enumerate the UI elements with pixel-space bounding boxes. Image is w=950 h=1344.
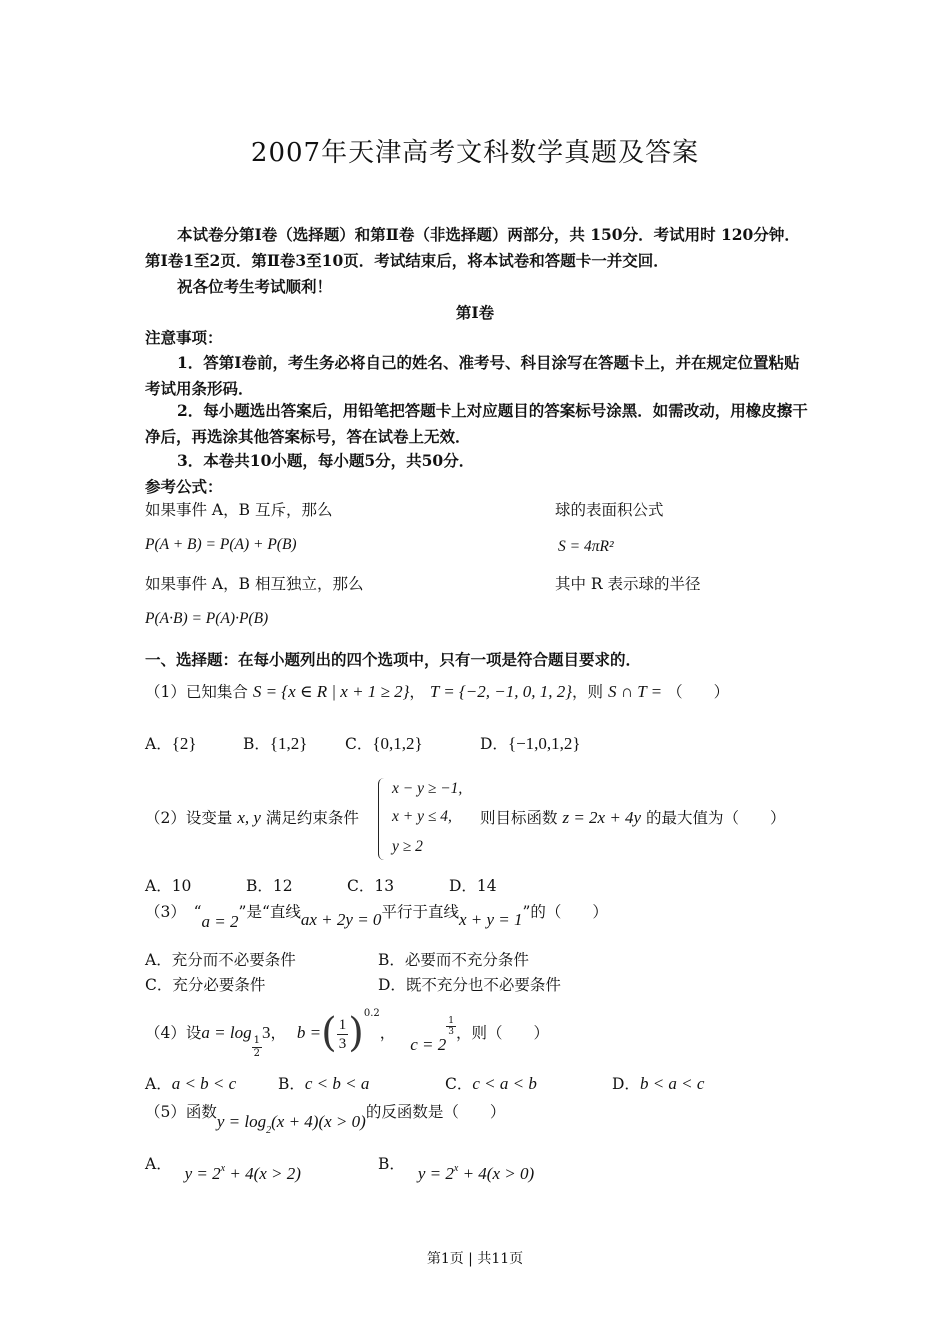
q5-option-a-exp: x bbox=[220, 1163, 226, 1174]
q5-option-b-value bbox=[418, 1164, 534, 1183]
q1-option-b-value: {1,2} bbox=[269, 734, 308, 753]
constraint-brace bbox=[378, 778, 387, 860]
q4-b-den: 3 bbox=[338, 1035, 347, 1052]
q2-constraint-1: x − y ≥ −1, bbox=[392, 780, 463, 797]
q3-condition: a = 2 bbox=[201, 912, 239, 931]
q1-set-s: S = {x ∈ R | x + 1 ≥ 2} bbox=[252, 682, 410, 701]
q5-option-b-label: B． bbox=[378, 1155, 405, 1173]
q4-b-fraction bbox=[337, 1016, 349, 1053]
q3-stem-b: ”是“直线 bbox=[238, 903, 301, 921]
q3-line-1: ax + 2y = 0 bbox=[300, 910, 382, 929]
q2-constraint-2: x + y ≤ 4, bbox=[392, 808, 452, 825]
q4-option-b bbox=[278, 1072, 369, 1094]
q5-option-b-exp: x bbox=[453, 1163, 459, 1174]
q4-option-a-value: a < b < c bbox=[171, 1074, 237, 1093]
q2-stem-b: 满足约束条件 bbox=[265, 809, 359, 827]
q5-option-b-value-b: + 4(x > 0) bbox=[458, 1164, 535, 1183]
q1-option-c bbox=[345, 732, 423, 754]
formula-right-1: S = 4πR² bbox=[558, 538, 614, 555]
q2-stem-a: （2）设变量 bbox=[145, 809, 233, 827]
good-luck-line: 祝各位考生考试顺利！ bbox=[177, 277, 333, 296]
q1-stem-b: ，则 bbox=[572, 683, 604, 701]
formula-left-2-text: 如果事件 A，B 相互独立，那么 bbox=[145, 575, 364, 593]
q2-option-a: A．10 bbox=[145, 877, 192, 895]
q1-option-a bbox=[145, 732, 197, 754]
q4-stem-a: （4）设 bbox=[145, 1024, 202, 1042]
q2-option-b: B．12 bbox=[246, 877, 293, 895]
q1-option-d-label: D． bbox=[480, 735, 508, 753]
q4-option-c-value: c < a < b bbox=[472, 1074, 537, 1093]
q1-option-c-label: C． bbox=[345, 735, 373, 753]
q5-option-a-value bbox=[185, 1164, 301, 1183]
q1-blank: （ ） bbox=[667, 683, 730, 701]
intro-paragraph: 本试卷分第Ⅰ卷（选择题）和第Ⅱ卷（非选择题）两部分，共 150分．考试用时 120分钟．第Ⅰ卷1至2页．第Ⅱ卷3至10页．考试结束后，将本试卷和答题卡一并交回． bbox=[145, 225, 800, 270]
q1-option-b bbox=[243, 732, 307, 754]
q1-expr: S ∩ T = bbox=[608, 682, 663, 701]
q2-option-d: D．14 bbox=[449, 877, 497, 895]
q4-c-exp-den: 3 bbox=[448, 1027, 454, 1037]
q5-option-b-value-a: y = 2 bbox=[417, 1164, 454, 1183]
q4-option-c bbox=[445, 1072, 537, 1094]
q1-option-b-label: B． bbox=[243, 735, 270, 753]
q5-func-b: (x + 4)(x > 0) bbox=[271, 1112, 366, 1131]
q4-log-arg: 3 bbox=[261, 1023, 271, 1042]
q4-option-a bbox=[145, 1072, 236, 1094]
q1-option-c-value: {0,1,2} bbox=[372, 734, 423, 753]
q5-func-a: y = log bbox=[216, 1112, 267, 1131]
page-title: 2007年天津高考文科数学真题及答案 bbox=[250, 138, 700, 168]
q5-option-b bbox=[378, 1152, 535, 1183]
q1-stem-a: （1）已知集合 bbox=[145, 683, 248, 701]
q2-option-c: C．13 bbox=[347, 877, 395, 895]
q4-option-c-label: C． bbox=[445, 1075, 473, 1093]
q3-option-a: A．充分而不必要条件 bbox=[145, 951, 296, 969]
question-5 bbox=[145, 1100, 506, 1136]
q5-option-a-value-a: y = 2 bbox=[184, 1164, 221, 1183]
q2-constraint-3: y ≥ 2 bbox=[392, 838, 423, 855]
q4-a-lhs: a = log bbox=[201, 1023, 252, 1042]
q4-c-exp bbox=[446, 1016, 456, 1037]
formulas-heading: 参考公式： bbox=[145, 477, 223, 496]
note-item-1: 1．答第Ⅰ卷前，考生务必将自己的姓名、准考号、科目涂写在答题卡上，并在规定位置粘贴考试用条形码． bbox=[145, 353, 800, 398]
q5-option-a-label: A． bbox=[145, 1155, 172, 1173]
page-footer: 第1页 | 共11页 bbox=[426, 1251, 524, 1267]
q3-line-2: x + y = 1 bbox=[458, 910, 523, 929]
q3-stem-d: ”的（ ） bbox=[522, 903, 608, 921]
note-item-3: 3．本卷共10小题，每小题5分，共50分． bbox=[177, 451, 475, 470]
q1-set-t: T = {−2, −1, 0, 1, 2} bbox=[429, 682, 573, 701]
q4-option-b-value: c < b < a bbox=[304, 1074, 370, 1093]
q5-func-base: 2 bbox=[266, 1125, 272, 1136]
q3-stem-c: 平行于直线 bbox=[381, 903, 459, 921]
q3-stem-a: （3） “ bbox=[145, 903, 202, 921]
question-3 bbox=[145, 900, 608, 931]
formula-left-1: P(A + B) = P(A) + P(B) bbox=[145, 536, 297, 553]
notes-heading: 注意事项： bbox=[145, 328, 223, 347]
q5-stem-a: （5）函数 bbox=[145, 1103, 217, 1121]
question-2-tail bbox=[480, 806, 786, 828]
q1-option-a-label: A． bbox=[145, 735, 172, 753]
q4-option-d bbox=[612, 1072, 704, 1094]
q5-function bbox=[216, 1112, 366, 1136]
question-4: （4）设a = log $\frac{1}{2}$ 3， b =( $\frac{1}{3}$ )$^{0.2}$， c = 2 $\frac{1}{3}$ ，则（ ） bbox=[145, 1008, 549, 1059]
formula-left-2: P(A·B) = P(A)·P(B) bbox=[145, 610, 269, 627]
q4-c-lhs: c = 2 bbox=[410, 1035, 447, 1054]
q4-log-base-num: 1 bbox=[253, 1035, 260, 1046]
formula-right-2-text: 其中 R 表示球的半径 bbox=[555, 575, 701, 593]
q4-option-b-label: B． bbox=[278, 1075, 305, 1093]
q4-log-base-den: 2 bbox=[253, 1048, 260, 1059]
formula-left-1-text: 如果事件 A，B 互斥，那么 bbox=[145, 501, 333, 519]
q2-stem-d: 的最大值为（ ） bbox=[646, 809, 786, 827]
q1-comma: ， bbox=[409, 683, 425, 701]
q5-option-a-value-b: + 4(x > 2) bbox=[225, 1164, 301, 1183]
q3-option-c: C．充分必要条件 bbox=[145, 976, 266, 994]
question-1 bbox=[145, 680, 729, 702]
q4-stem-b: ，则（ ） bbox=[455, 1024, 549, 1042]
q5-option-a bbox=[145, 1152, 301, 1183]
q3-option-d: D．既不充分也不必要条件 bbox=[378, 976, 561, 994]
q1-option-d-value: {−1,0,1,2} bbox=[507, 734, 581, 753]
q4-c-exp-num: 1 bbox=[448, 1016, 454, 1026]
part1-heading: 一、选择题：在每小题列出的四个选项中，只有一项是符合题目要求的． bbox=[145, 650, 642, 669]
q4-b-lhs: b = bbox=[296, 1023, 322, 1042]
q5-stem-b: 的反函数是（ ） bbox=[365, 1103, 506, 1121]
q4-option-d-value: b < a < c bbox=[639, 1074, 705, 1093]
question-2-stem bbox=[145, 806, 359, 828]
q1-option-a-value: {2} bbox=[171, 734, 197, 753]
q4-left-paren: ( bbox=[321, 1010, 337, 1056]
q4-option-a-label: A． bbox=[145, 1075, 172, 1093]
q4-b-exp: 0.2 bbox=[363, 1008, 380, 1019]
q2-stem-c: 则目标函数 bbox=[480, 809, 558, 827]
q2-objective: z = 2x + 4y bbox=[562, 808, 642, 827]
q2-vars: x, y bbox=[237, 808, 261, 827]
q4-option-d-label: D． bbox=[612, 1075, 640, 1093]
section-title: 第Ⅰ卷 bbox=[455, 303, 495, 322]
q3-option-b: B．必要而不充分条件 bbox=[378, 951, 529, 969]
q4-b-num: 1 bbox=[338, 1016, 347, 1033]
q1-option-d bbox=[480, 732, 581, 754]
formula-right-1-text: 球的表面积公式 bbox=[555, 501, 664, 519]
note-item-2: 2．每小题选出答案后，用铅笔把答题卡上对应题目的答案标号涂黑．如需改动，用橡皮擦干净后，再选涂其他答案标号，答在试卷上无效． bbox=[145, 401, 808, 446]
q4-right-paren: ) bbox=[348, 1010, 364, 1056]
q4-log-base bbox=[252, 1035, 262, 1060]
